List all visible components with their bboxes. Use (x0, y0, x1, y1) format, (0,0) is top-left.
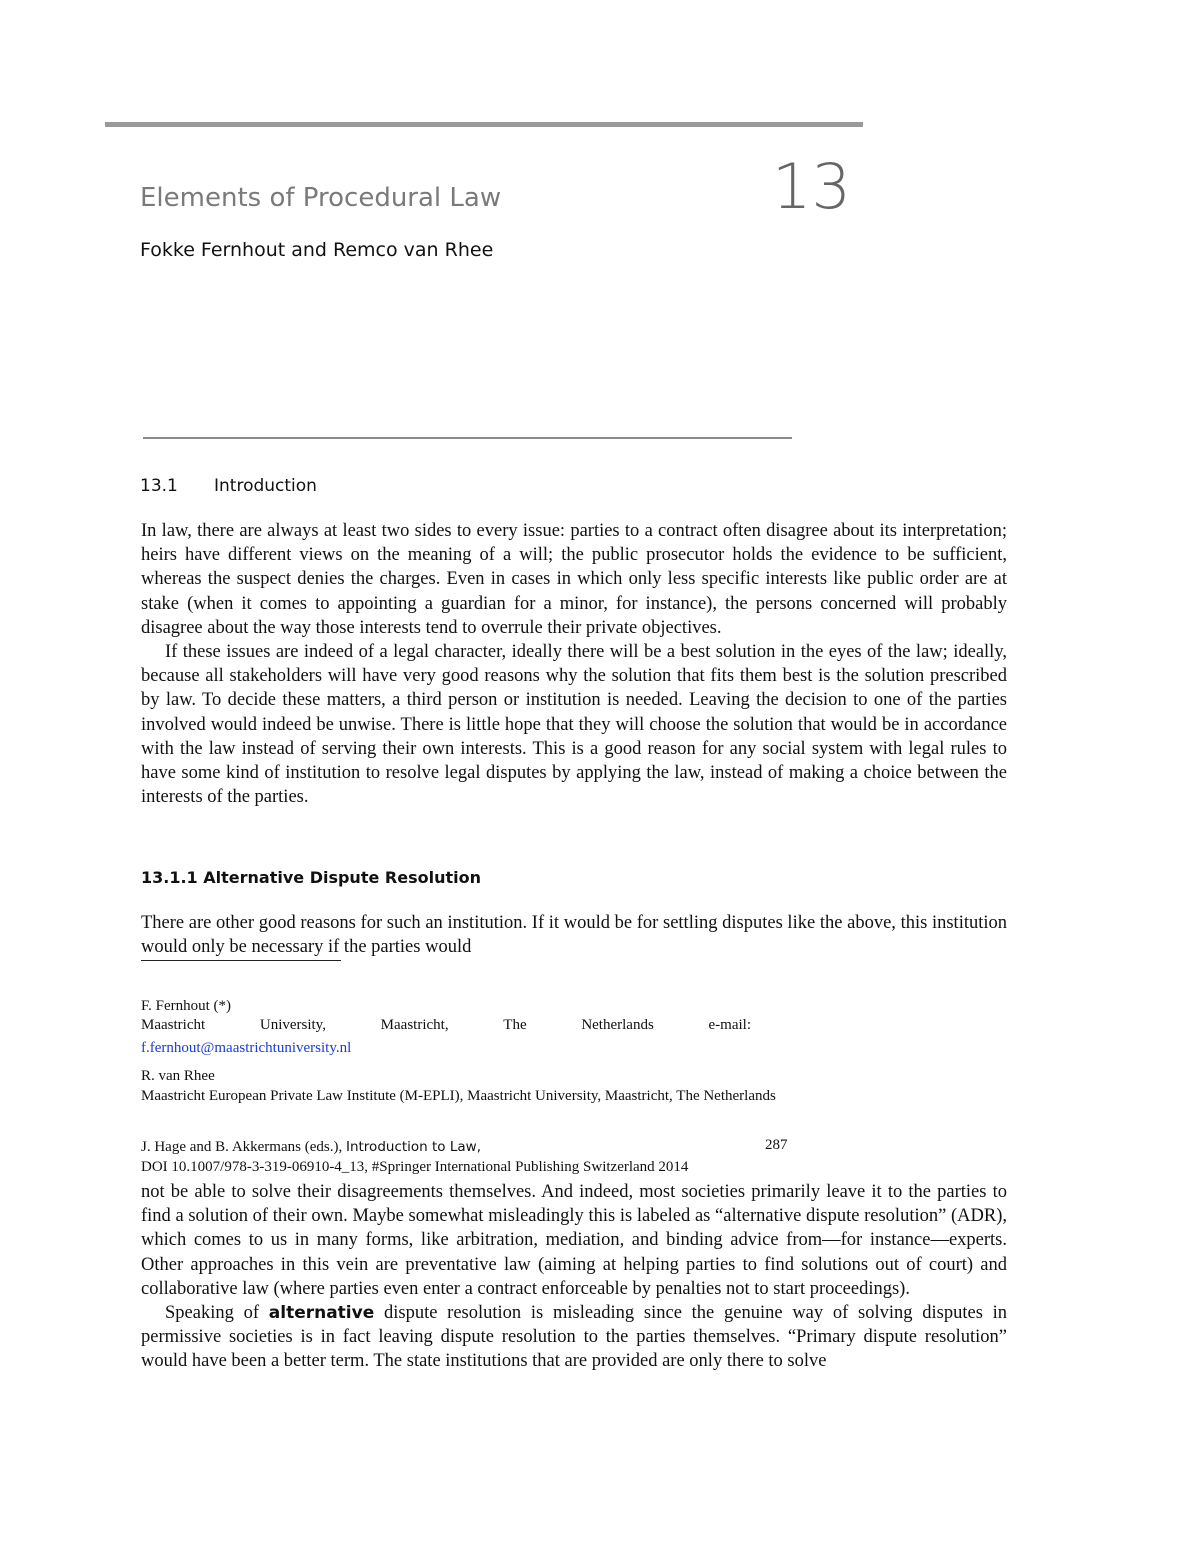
footnote-author1-name: F. Fernhout (*) (141, 998, 232, 1014)
section-heading (140, 476, 317, 496)
continuation-paragraph-1: not be able to solve their disagreements themselves. And indeed, most societies primarily leave it to the parties to find a solution of their own. Maybe somewhat misleadingly this is labeled as “alternative dispute resolution” (ADR), which comes to us in many forms, like arbitration, mediation, and binding advice from—for instance—experts. Other approaches in this vein are preventative law (aiming at helping parties to find solutions out of court) and collaborative law (where parties even enter a contract enforceable by penalties not to start proceedings). (141, 1182, 1007, 1299)
citation-editors: J. Hage and B. Akkermans (eds.), (141, 1139, 343, 1155)
chapter-authors: Fokke Fernhout and Remco van Rhee (140, 239, 494, 261)
affil-word: Maastricht, (380, 1017, 449, 1033)
paragraph2-bold-word: alternative (268, 1303, 375, 1324)
chapter-title: Elements of Procedural Law (140, 183, 502, 213)
subsection-heading: 13.1.1 Alternative Dispute Resolution (141, 868, 481, 887)
affil-word: Maastricht (141, 1017, 206, 1033)
continuation-body (141, 1180, 1007, 1374)
introduction-paragraph-2: If these issues are indeed of a legal character, ideally there will be a best solution in the eyes of the law; ideally, because all stakeholders will have very good reasons why the solution that fits them best is the solution prescribed by law. To decide these matters, a third person or institution is needed. Leaving the decision to one of the parties involved would indeed be unwise. There is little hope that they will choose the solution that would be in accordance with the law instead of serving their own interests. This is a good reason for any social system with legal rules to have some kind of institution to resolve legal disputes by applying the law, instead of making a choice between the interests of the parties. (141, 642, 1007, 808)
affil-word: e-mail: (708, 1017, 751, 1033)
chapter-number: 13 (772, 150, 851, 223)
footnote-author2-name: R. van Rhee (141, 1068, 215, 1084)
introduction-body (141, 519, 1007, 809)
section-number: 13.1 (140, 476, 178, 496)
section-title: Introduction (214, 476, 317, 496)
introduction-paragraph-1: In law, there are always at least two sides to every issue: parties to a contract often disagree about its interpretation; heirs have different views on the meaning of a will; the public prosecutor holds the evidence to be sufficient, whereas the suspect denies the charges. Even in cases in which only less specific interests like public order are at stake (when it comes to appointing a guardian for a minor, for instance), the persons concerned will probably disagree about the way those interests tend to overrule their private objectives. (141, 521, 1007, 638)
citation-line (141, 1137, 481, 1158)
page-number: 287 (765, 1137, 788, 1153)
footnote-author1-affiliation (141, 1017, 751, 1034)
affil-word: University, (259, 1017, 326, 1033)
affil-word: Netherlands (581, 1017, 654, 1033)
subsection-body (141, 911, 1007, 959)
paragraph2-before: Speaking of (165, 1303, 260, 1324)
chapter-divider-rule (143, 437, 792, 439)
subsection-paragraph-start: There are other good reasons for such an institution. If it would be for settling disputes like the above, this institution would only be necessary if the parties would (141, 913, 1007, 958)
footnote-rule (141, 960, 341, 961)
author1-email-link[interactable]: f.fernhout@maastrichtuniversity.nl (141, 1040, 352, 1056)
continuation-paragraph-2 (141, 1301, 1007, 1374)
doi-line: DOI 10.1007/978-3-319-06910-4_13, #Springer International Publishing Switzerland 2014 (141, 1159, 689, 1175)
citation-book-title: Introduction to Law, (345, 1139, 481, 1155)
paragraph2-after: dispute resolution is misleading since the genuine way of solving disputes in permissive societies is in fact leaving dispute resolution to the parties themselves. “Primary dispute resolution” would have been a better term. The state institutions that are provided are only there to solve (141, 1303, 1008, 1372)
footnote-author2-affiliation: Maastricht European Private Law Institute (M-EPLI), Maastricht University, Maastricht, The Netherlands (141, 1088, 776, 1104)
affil-word: The (503, 1017, 527, 1033)
chapter-top-rule (105, 122, 863, 127)
